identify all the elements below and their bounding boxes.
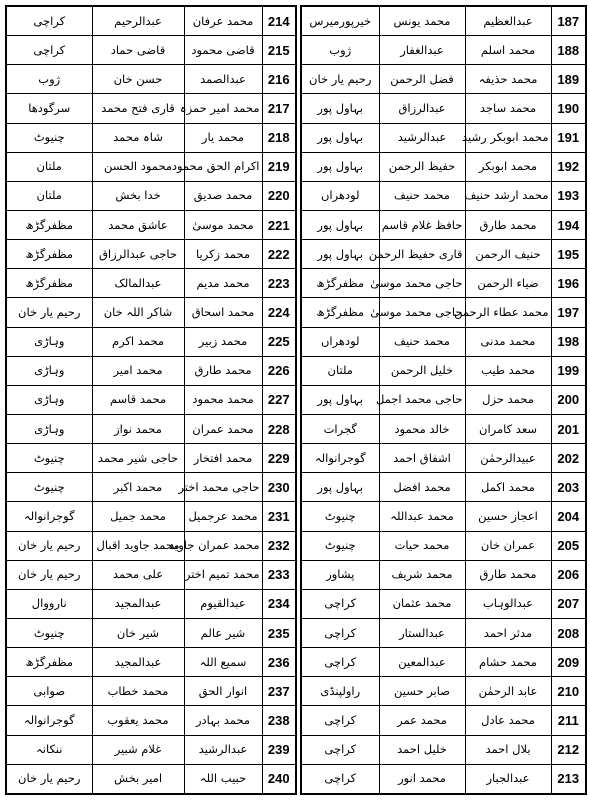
table-row — [301, 65, 586, 94]
name-cell: محمد بہادر — [184, 706, 262, 735]
city-cell: کراچی — [301, 648, 379, 677]
father-name-cell: عاشق محمد — [92, 211, 184, 240]
father-name-cell: حاجی شیر محمد — [92, 444, 184, 473]
serial-number-cell: 193 — [551, 181, 586, 210]
name-cell: عبدالقیوم — [184, 589, 262, 618]
father-name-cell: غلام شبیر — [92, 735, 184, 764]
city-cell: لودھراں — [301, 327, 379, 356]
city-cell: وہاڑی — [6, 327, 92, 356]
father-name-cell: علی محمد — [92, 560, 184, 589]
city-cell: مظفرگڑھ — [6, 648, 92, 677]
father-name-cell: عبدالرحیم — [92, 6, 184, 36]
name-cell: محمد ابوبکر رشید — [465, 123, 551, 152]
serial-number-cell: 220 — [262, 181, 296, 210]
name-cell: محمد حشام — [465, 648, 551, 677]
serial-number-cell: 216 — [262, 65, 296, 94]
serial-number-cell: 213 — [551, 764, 586, 794]
table-row — [301, 764, 586, 794]
name-cell: محمد مدنی — [465, 327, 551, 356]
city-cell: ننکانہ — [6, 735, 92, 764]
name-cell: انوار الحق — [184, 677, 262, 706]
table-row — [6, 123, 296, 152]
serial-number-cell: 209 — [551, 648, 586, 677]
table-row — [301, 240, 586, 269]
city-cell: بہاول پور — [301, 94, 379, 123]
serial-number-cell: 233 — [262, 560, 296, 589]
table-row — [6, 152, 296, 181]
table-row — [6, 6, 296, 36]
serial-number-cell: 194 — [551, 211, 586, 240]
table-row — [6, 560, 296, 589]
name-cell: محمد امیر حمزہ — [184, 94, 262, 123]
city-cell: نارووال — [6, 589, 92, 618]
table-left-body — [6, 6, 296, 794]
name-cell: محمد موسیٰ — [184, 211, 262, 240]
table-row — [301, 473, 586, 502]
table-row — [301, 444, 586, 473]
city-cell: خیرپورمیرس — [301, 6, 379, 36]
table-row — [6, 735, 296, 764]
city-cell: چنیوٹ — [6, 618, 92, 647]
city-cell: ژوب — [301, 36, 379, 65]
name-cell: محمد عطاء الرحمن — [465, 298, 551, 327]
father-name-cell: محمد یونس — [379, 6, 465, 36]
father-name-cell: خدا بخش — [92, 181, 184, 210]
serial-number-cell: 187 — [551, 6, 586, 36]
serial-number-cell: 215 — [262, 36, 296, 65]
name-cell: عبدالرشید — [184, 735, 262, 764]
serial-number-cell: 240 — [262, 764, 296, 794]
city-cell: رحیم یار خان — [6, 560, 92, 589]
table-row — [301, 356, 586, 385]
name-cell: محمد حزل — [465, 385, 551, 414]
name-cell: ضیاء الرحمن — [465, 269, 551, 298]
father-name-cell: حاجی محمد اجمل — [379, 385, 465, 414]
table-row — [6, 706, 296, 735]
father-name-cell: محمد حنیف — [379, 181, 465, 210]
table-row — [301, 298, 586, 327]
name-cell: محمد زبیر — [184, 327, 262, 356]
father-name-cell: محمد شریف — [379, 560, 465, 589]
table-row — [6, 356, 296, 385]
name-cell: عبدالعظیم — [465, 6, 551, 36]
city-cell: کراچی — [301, 706, 379, 735]
father-name-cell: حافظ غلام قاسم — [379, 211, 465, 240]
name-cell: محمد عرفان — [184, 6, 262, 36]
city-cell: سرگودھا — [6, 94, 92, 123]
name-cell: سمیع اللہ — [184, 648, 262, 677]
city-cell: کراچی — [6, 6, 92, 36]
serial-number-cell: 188 — [551, 36, 586, 65]
serial-number-cell: 207 — [551, 589, 586, 618]
serial-number-cell: 236 — [262, 648, 296, 677]
city-cell: بہاول پور — [301, 385, 379, 414]
serial-number-cell: 228 — [262, 414, 296, 443]
table-row — [301, 531, 586, 560]
city-cell: صوابی — [6, 677, 92, 706]
city-cell: کراچی — [301, 618, 379, 647]
serial-number-cell: 196 — [551, 269, 586, 298]
serial-number-cell: 217 — [262, 94, 296, 123]
table-row — [6, 473, 296, 502]
table-row — [301, 414, 586, 443]
serial-number-cell: 232 — [262, 531, 296, 560]
father-name-cell: فضل الرحمن — [379, 65, 465, 94]
father-name-cell: محمد خطاب — [92, 677, 184, 706]
name-cell: محمد اسلم — [465, 36, 551, 65]
table-row — [301, 6, 586, 36]
serial-number-cell: 210 — [551, 677, 586, 706]
father-name-cell: محمود الحسن — [92, 152, 184, 181]
name-cell: شیر عالم — [184, 618, 262, 647]
father-name-cell: حاجی عبدالرزاق — [92, 240, 184, 269]
city-cell: رحیم یار خان — [301, 65, 379, 94]
serial-number-cell: 189 — [551, 65, 586, 94]
serial-number-cell: 223 — [262, 269, 296, 298]
table-row — [6, 648, 296, 677]
serial-number-cell: 225 — [262, 327, 296, 356]
table-row — [6, 444, 296, 473]
city-cell: مظفرگڑھ — [6, 269, 92, 298]
father-name-cell: عبدالغفار — [379, 36, 465, 65]
name-cell: محمد عادل — [465, 706, 551, 735]
serial-number-cell: 198 — [551, 327, 586, 356]
father-name-cell: اشفاق احمد — [379, 444, 465, 473]
serial-number-cell: 192 — [551, 152, 586, 181]
serial-number-cell: 208 — [551, 618, 586, 647]
serial-number-cell: 231 — [262, 502, 296, 531]
name-cell: عمران خان — [465, 531, 551, 560]
father-name-cell: شیر خان — [92, 618, 184, 647]
father-name-cell: محمد عمر — [379, 706, 465, 735]
father-name-cell: حاجی محمد موسیٰ — [379, 269, 465, 298]
serial-number-cell: 200 — [551, 385, 586, 414]
serial-number-cell: 211 — [551, 706, 586, 735]
father-name-cell: خلیل الرحمن — [379, 356, 465, 385]
table-row — [6, 211, 296, 240]
table-row — [6, 764, 296, 794]
table-row — [6, 531, 296, 560]
table-row — [6, 327, 296, 356]
table-row — [6, 618, 296, 647]
table-row — [6, 181, 296, 210]
serial-number-cell: 206 — [551, 560, 586, 589]
name-cell: محمد ساجد — [465, 94, 551, 123]
city-cell: گوجرانوالہ — [6, 502, 92, 531]
name-cell: محمد عمران — [184, 414, 262, 443]
serial-number-cell: 226 — [262, 356, 296, 385]
city-cell: کراچی — [6, 36, 92, 65]
father-name-cell: محمد افضل — [379, 473, 465, 502]
father-name-cell: قاری فتح محمد — [92, 94, 184, 123]
serial-number-cell: 190 — [551, 94, 586, 123]
city-cell: ملتان — [6, 181, 92, 210]
city-cell: گوجرانوالہ — [6, 706, 92, 735]
serial-number-cell: 199 — [551, 356, 586, 385]
table-row — [301, 618, 586, 647]
table-row — [6, 94, 296, 123]
table-row — [301, 502, 586, 531]
name-cell: محمد یار — [184, 123, 262, 152]
serial-number-cell: 237 — [262, 677, 296, 706]
name-cell: محمد طارق — [184, 356, 262, 385]
serial-number-cell: 239 — [262, 735, 296, 764]
serial-number-cell: 238 — [262, 706, 296, 735]
name-cell: محمد تمیم اختر — [184, 560, 262, 589]
father-name-cell: محمد حیات — [379, 531, 465, 560]
father-name-cell: خالد محمود — [379, 414, 465, 443]
city-cell: چنیوٹ — [6, 123, 92, 152]
city-cell: ملتان — [6, 152, 92, 181]
table-row — [301, 269, 586, 298]
city-cell: وہاڑی — [6, 385, 92, 414]
serial-number-cell: 191 — [551, 123, 586, 152]
serial-number-cell: 202 — [551, 444, 586, 473]
city-cell: مظفرگڑھ — [301, 298, 379, 327]
city-cell: بہاول پور — [301, 211, 379, 240]
city-cell: بہاول پور — [301, 473, 379, 502]
city-cell: کراچی — [301, 735, 379, 764]
name-cell: محمد محمود — [184, 385, 262, 414]
city-cell: چنیوٹ — [301, 502, 379, 531]
father-name-cell: قاری حفیظ الرحمن — [379, 240, 465, 269]
father-name-cell: محمد انور — [379, 764, 465, 794]
name-cell: محمد ابوبکر — [465, 152, 551, 181]
father-name-cell: قاضی حماد — [92, 36, 184, 65]
father-name-cell: حفیظ الرحمن — [379, 152, 465, 181]
table-row — [301, 560, 586, 589]
city-cell: مظفرگڑھ — [301, 269, 379, 298]
city-cell: ملتان — [301, 356, 379, 385]
city-cell: چنیوٹ — [6, 444, 92, 473]
table-row — [301, 211, 586, 240]
serial-number-cell: 204 — [551, 502, 586, 531]
father-name-cell: محمد حنیف — [379, 327, 465, 356]
father-name-cell: عبدالمجید — [92, 648, 184, 677]
serial-number-cell: 195 — [551, 240, 586, 269]
city-cell: راولپنڈی — [301, 677, 379, 706]
father-name-cell: محمد نواز — [92, 414, 184, 443]
name-cell: محمد طارق — [465, 560, 551, 589]
name-cell: محمد طارق — [465, 211, 551, 240]
name-cell: محمد عمران جاوید — [184, 531, 262, 560]
name-cell: عابد الرحمٰن — [465, 677, 551, 706]
serial-number-cell: 227 — [262, 385, 296, 414]
city-cell: چنیوٹ — [6, 473, 92, 502]
name-cell: عبدالوہاب — [465, 589, 551, 618]
table-right-body — [301, 6, 586, 794]
name-cell: محمد مدیم — [184, 269, 262, 298]
table-row — [6, 240, 296, 269]
name-cell: محمد اسحاق — [184, 298, 262, 327]
serial-number-cell: 230 — [262, 473, 296, 502]
father-name-cell: محمد یعقوب — [92, 706, 184, 735]
table-row — [301, 677, 586, 706]
table-row — [301, 735, 586, 764]
name-cell: عبدالجبار — [465, 764, 551, 794]
father-name-cell: عبدالمالک — [92, 269, 184, 298]
name-cell: محمد حذیفہ — [465, 65, 551, 94]
father-name-cell: محمد جاوید اقبال — [92, 531, 184, 560]
city-cell: کراچی — [301, 764, 379, 794]
table-row — [301, 94, 586, 123]
city-cell: رحیم یار خان — [6, 764, 92, 794]
father-name-cell: محمد عبداللہ — [379, 502, 465, 531]
city-cell: گجرات — [301, 414, 379, 443]
serial-number-cell: 219 — [262, 152, 296, 181]
name-cell: اعجاز حسین — [465, 502, 551, 531]
table-row — [301, 152, 586, 181]
city-cell: بہاول پور — [301, 152, 379, 181]
table-row — [301, 589, 586, 618]
name-cell: حنیف الرحمن — [465, 240, 551, 269]
father-name-cell: حاجی محمد موسیٰ — [379, 298, 465, 327]
father-name-cell: عبدالمعین — [379, 648, 465, 677]
father-name-cell: محمد اکرم — [92, 327, 184, 356]
serial-number-cell: 234 — [262, 589, 296, 618]
serial-number-cell: 224 — [262, 298, 296, 327]
father-name-cell: عبدالمجید — [92, 589, 184, 618]
city-cell: پشاور — [301, 560, 379, 589]
father-name-cell: شاہ محمد — [92, 123, 184, 152]
table-row — [6, 298, 296, 327]
father-name-cell: عبدالرشید — [379, 123, 465, 152]
table-left — [5, 5, 297, 795]
city-cell: کراچی — [301, 589, 379, 618]
father-name-cell: حسن خان — [92, 65, 184, 94]
city-cell: رحیم یار خان — [6, 298, 92, 327]
table-row — [301, 327, 586, 356]
name-cell: حبیب اللہ — [184, 764, 262, 794]
serial-number-cell: 222 — [262, 240, 296, 269]
city-cell: گوجرانوالہ — [301, 444, 379, 473]
serial-number-cell: 235 — [262, 618, 296, 647]
name-cell: سعد کامران — [465, 414, 551, 443]
table-row — [301, 36, 586, 65]
city-cell: رحیم یار خان — [6, 531, 92, 560]
serial-number-cell: 205 — [551, 531, 586, 560]
table-row — [6, 385, 296, 414]
table-row — [6, 677, 296, 706]
table-row — [6, 269, 296, 298]
name-cell: محمد صدیق — [184, 181, 262, 210]
name-cell: محمد ارشد حنیف — [465, 181, 551, 210]
city-cell: ژوب — [6, 65, 92, 94]
table-row — [6, 65, 296, 94]
name-cell: محمد طیب — [465, 356, 551, 385]
name-cell: عبیدالرحمٰن — [465, 444, 551, 473]
name-cell: اکرام الحق محمود — [184, 152, 262, 181]
city-cell: وہاڑی — [6, 414, 92, 443]
father-name-cell: محمد قاسم — [92, 385, 184, 414]
serial-number-cell: 218 — [262, 123, 296, 152]
father-name-cell: محمد عثمان — [379, 589, 465, 618]
table-right — [300, 5, 587, 795]
serial-number-cell: 197 — [551, 298, 586, 327]
table-row — [6, 502, 296, 531]
city-cell: بہاول پور — [301, 123, 379, 152]
father-name-cell: امیر بخش — [92, 764, 184, 794]
name-cell: قاضی محمود — [184, 36, 262, 65]
city-cell: بہاول پور — [301, 240, 379, 269]
city-cell: مظفرگڑھ — [6, 240, 92, 269]
table-row — [6, 414, 296, 443]
city-cell: مظفرگڑھ — [6, 211, 92, 240]
name-cell: محمد زکریا — [184, 240, 262, 269]
serial-number-cell: 221 — [262, 211, 296, 240]
father-name-cell: عبدالستار — [379, 618, 465, 647]
father-name-cell: محمد امیر — [92, 356, 184, 385]
name-cell: محمد اکمل — [465, 473, 551, 502]
table-row — [301, 385, 586, 414]
serial-number-cell: 203 — [551, 473, 586, 502]
table-row — [6, 589, 296, 618]
serial-number-cell: 212 — [551, 735, 586, 764]
father-name-cell: خلیل احمد — [379, 735, 465, 764]
name-cell: مدثر احمد — [465, 618, 551, 647]
city-cell: لودھراں — [301, 181, 379, 210]
father-name-cell: صابر حسین — [379, 677, 465, 706]
name-cell: بلال احمد — [465, 735, 551, 764]
name-cell: عبدالصمد — [184, 65, 262, 94]
table-row — [301, 648, 586, 677]
name-cell: حاجی محمد اختر — [184, 473, 262, 502]
table-row — [301, 706, 586, 735]
father-name-cell: شاکر اللہ خان — [92, 298, 184, 327]
father-name-cell: محمد جمیل — [92, 502, 184, 531]
table-row — [301, 181, 586, 210]
father-name-cell: عبدالرزاق — [379, 94, 465, 123]
city-cell: چنیوٹ — [301, 531, 379, 560]
city-cell: وہاڑی — [6, 356, 92, 385]
serial-number-cell: 229 — [262, 444, 296, 473]
document-page — [5, 5, 585, 795]
table-row — [6, 36, 296, 65]
name-cell: محمد افتخار — [184, 444, 262, 473]
father-name-cell: محمد اکبر — [92, 473, 184, 502]
serial-number-cell: 214 — [262, 6, 296, 36]
table-row — [301, 123, 586, 152]
serial-number-cell: 201 — [551, 414, 586, 443]
name-cell: محمد عرجمیل — [184, 502, 262, 531]
